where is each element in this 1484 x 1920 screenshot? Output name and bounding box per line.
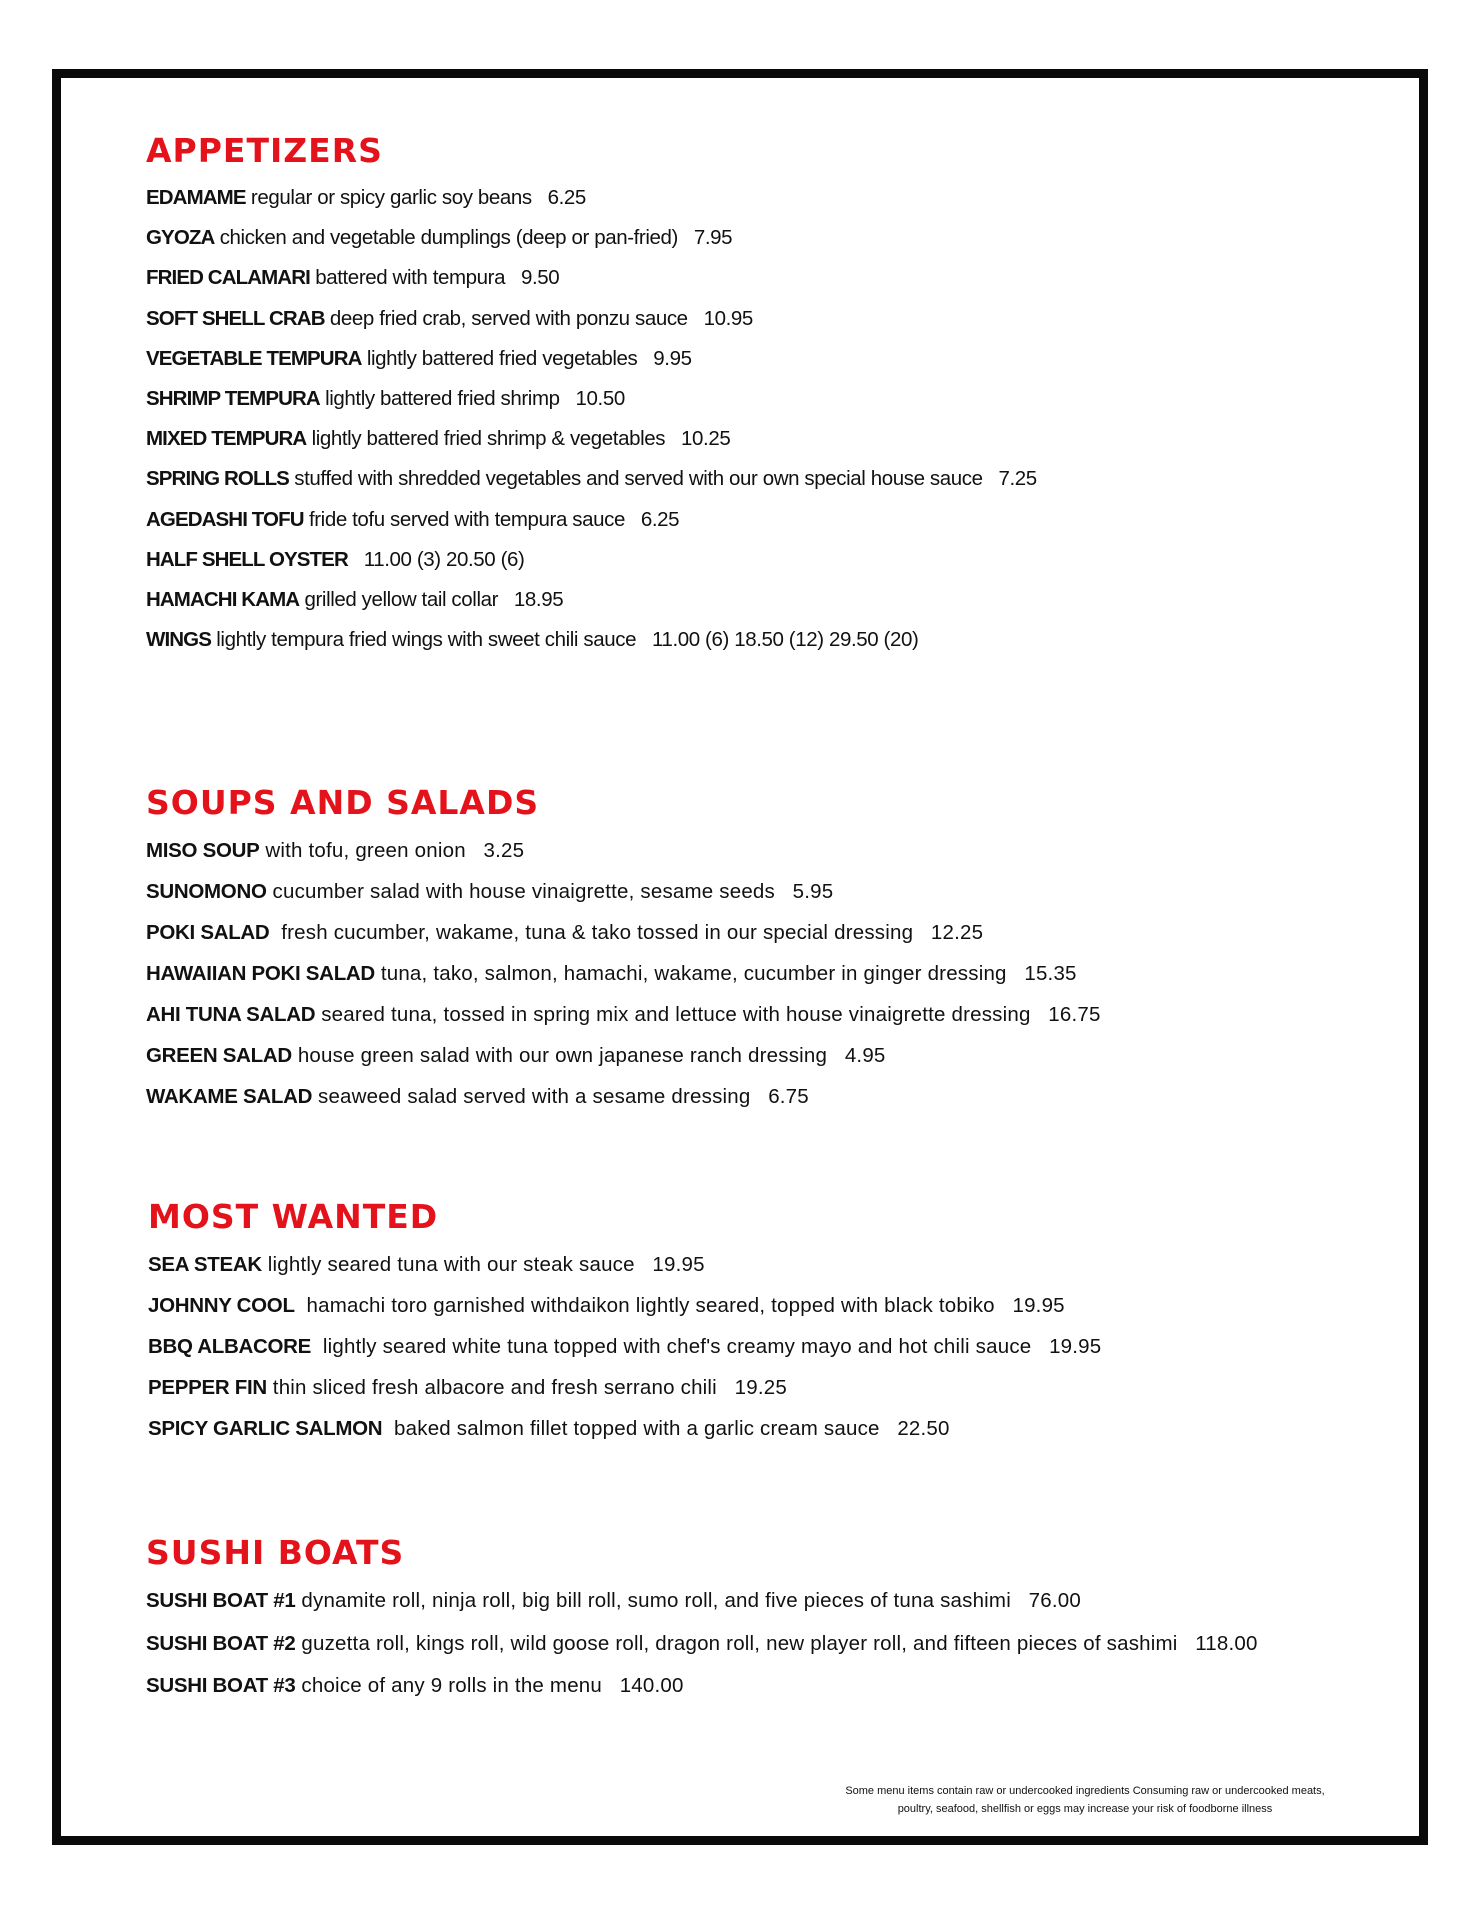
menu-item-name: SPICY GARLIC SALMON [148, 1417, 383, 1440]
menu-item [146, 540, 1406, 580]
menu-item-description: deep fried crab, served with ponzu sauce [329, 306, 688, 330]
menu-item [146, 299, 1406, 339]
menu-item-name: GYOZA [146, 226, 215, 250]
menu-item-name: MIXED TEMPURA [146, 427, 307, 451]
menu-item-description: battered with tempura [315, 266, 506, 290]
menu-item-name: SUNOMONO [146, 880, 267, 903]
menu-item-description: lightly battered fried shrimp [325, 386, 560, 410]
menu-item-name: SOFT SHELL CRAB [146, 306, 325, 330]
menu-item-price: 22.50 [897, 1417, 950, 1440]
menu-item-name: SEA STEAK [148, 1253, 262, 1276]
menu-item-description: lightly tempura fried wings with sweet chili sauce [216, 628, 637, 652]
section-sushi-boats [146, 1530, 1406, 1708]
menu-item-description: choice of any 9 rolls in the menu [301, 1674, 603, 1697]
disclaimer-line: poultry, seafood, shellfish or eggs may increase your risk of foodborne illness [897, 1803, 1273, 1815]
section-title: MOST WANTED [148, 1197, 439, 1236]
menu-item-name: PEPPER FIN [148, 1376, 267, 1399]
menu-item-price: 5.95 [792, 880, 834, 903]
menu-item-price: 6.25 [640, 507, 680, 531]
menu-item [146, 459, 1406, 499]
menu-item [146, 953, 1406, 994]
menu-item-description: tuna, tako, salmon, hamachi, wakame, cucumber in ginger dressing [380, 962, 1007, 985]
menu-item-name: SPRING ROLLS [146, 467, 289, 491]
menu-item [146, 580, 1406, 620]
menu-item [146, 994, 1406, 1035]
menu-item [146, 871, 1406, 912]
menu-item-price: 12.25 [930, 921, 984, 944]
menu-item-price: 18.95 [513, 587, 564, 611]
menu-item-description: fresh cucumber, wakame, tuna & tako tossed in our special dressing [275, 921, 914, 944]
menu-item-name: JOHNNY COOL [148, 1294, 295, 1317]
menu-item [146, 1665, 1406, 1708]
menu-item-description: grilled yellow tail collar [304, 587, 499, 611]
menu-item [146, 1623, 1406, 1666]
menu-item-description: hamachi toro garnished withdaikon lightly seared, topped with black tobiko [300, 1294, 995, 1317]
menu-item [146, 258, 1406, 298]
menu-item [146, 1076, 1406, 1117]
menu-item [146, 379, 1406, 419]
menu-item-list [146, 178, 1406, 660]
menu-item-name: BBQ ALBACORE [148, 1335, 312, 1358]
menu-item-name: AHI TUNA SALAD [146, 1003, 316, 1026]
menu-item-description: fride tofu served with tempura sauce [308, 507, 625, 531]
menu-item [146, 912, 1406, 953]
menu-item-description: seaweed salad served with a sesame dressing [318, 1085, 751, 1108]
menu-item-description: guzetta roll, kings roll, wild goose roll, dragon roll, new player roll, and fifteen pieces of sashimi [301, 1631, 1178, 1655]
menu-item-price: 10.95 [703, 306, 753, 330]
menu-item [146, 419, 1406, 459]
section-soups-and-salads [146, 780, 1406, 1117]
menu-item-price: 10.25 [681, 427, 731, 451]
menu-item-name: MISO SOUP [146, 839, 260, 862]
menu-item-name: POKI SALAD [146, 921, 270, 944]
allergy-disclaimer [760, 1782, 1410, 1818]
menu-item-price: 76.00 [1028, 1589, 1081, 1612]
menu-item-list [146, 1580, 1406, 1708]
menu-item-name: WAKAME SALAD [146, 1085, 313, 1108]
menu-item-name: EDAMAME [146, 186, 246, 209]
menu-item-description: baked salmon fillet topped with a garlic cream sauce [388, 1417, 880, 1440]
section-title: APPETIZERS [146, 131, 383, 170]
menu-item-name: VEGETABLE TEMPURA [146, 346, 362, 370]
menu-item-price: 140.00 [619, 1674, 684, 1697]
menu-item-price: 19.95 [652, 1253, 705, 1276]
menu-item-price: 16.75 [1048, 1003, 1101, 1026]
menu-item-name: AGEDASHI TOFU [146, 507, 304, 531]
menu-item-price: 19.25 [734, 1376, 787, 1399]
menu-item [148, 1408, 1408, 1449]
menu-item [148, 1326, 1408, 1367]
menu-item [146, 178, 1406, 218]
menu-item-name: HALF SHELL OYSTER [146, 547, 348, 571]
menu-item [148, 1244, 1408, 1285]
menu-item-price: 11.00 (6) 18.50 (12) 29.50 (20) [651, 628, 919, 652]
section-appetizers [146, 128, 1406, 660]
menu-item-name: SUSHI BOAT #3 [146, 1674, 296, 1697]
menu-item-description: house green salad with our own japanese ranch dressing [297, 1044, 828, 1067]
menu-item [146, 218, 1406, 258]
menu-item-description: lightly battered fried shrimp & vegetables [311, 427, 666, 451]
menu-item-name: HAWAIIAN POKI SALAD [146, 962, 375, 985]
menu-item [146, 339, 1406, 379]
section-title: SUSHI BOATS [146, 1533, 405, 1572]
menu-item-price: 19.95 [1012, 1294, 1065, 1317]
menu-item-price: 9.95 [653, 346, 692, 370]
menu-item-price: 15.35 [1024, 962, 1077, 985]
menu-item-price: 7.25 [998, 467, 1037, 491]
menu-item [146, 500, 1406, 540]
menu-item-description: regular or spicy garlic soy beans [250, 186, 532, 209]
disclaimer-line: Some menu items contain raw or undercooked ingredients Consuming raw or undercooked meats, [845, 1785, 1325, 1797]
menu-item [146, 830, 1406, 871]
menu-item-name: SUSHI BOAT #2 [146, 1631, 296, 1655]
menu-item-description: lightly seared tuna with our steak sauce [267, 1253, 635, 1276]
menu-item [146, 1580, 1406, 1623]
menu-item-price: 7.95 [693, 226, 733, 250]
menu-item-price: 9.50 [520, 266, 560, 290]
menu-item-price: 11.00 (3) 20.50 (6) [363, 547, 525, 571]
menu-item-price: 6.25 [547, 186, 586, 209]
menu-item-name: SUSHI BOAT #1 [146, 1589, 296, 1612]
menu-item-name: HAMACHI KAMA [146, 587, 300, 611]
menu-item-description: with tofu, green onion [265, 839, 466, 862]
menu-item-name: FRIED CALAMARI [146, 266, 310, 290]
menu-item-description: cucumber salad with house vinaigrette, sesame seeds [272, 880, 775, 903]
menu-item-description: chicken and vegetable dumplings (deep or pan-fried) [219, 226, 678, 250]
menu-item-list [146, 830, 1406, 1117]
menu-item-price: 4.95 [844, 1044, 886, 1067]
section-title: SOUPS AND SALADS [146, 783, 540, 822]
menu-item [146, 1035, 1406, 1076]
menu-item-price: 6.75 [768, 1085, 809, 1108]
menu-item-name: GREEN SALAD [146, 1044, 292, 1067]
menu-item-description: stuffed with shredded vegetables and served with our own special house sauce [294, 467, 983, 491]
menu-item-description: dynamite roll, ninja roll, big bill roll, sumo roll, and five pieces of tuna sashimi [301, 1589, 1011, 1612]
menu-item-name: WINGS [146, 628, 211, 652]
menu-item-name: SHRIMP TEMPURA [146, 386, 320, 410]
menu-item-price: 118.00 [1195, 1631, 1258, 1655]
menu-item-description: seared tuna, tossed in spring mix and lettuce with house vinaigrette dressing [321, 1003, 1031, 1026]
menu-item-description: lightly battered fried vegetables [366, 346, 638, 370]
menu-item [146, 620, 1406, 660]
menu-item-price: 10.50 [575, 386, 625, 410]
menu-item [148, 1367, 1408, 1408]
menu-item-price: 3.25 [483, 839, 525, 862]
menu-item-price: 19.95 [1049, 1335, 1102, 1358]
menu-item [148, 1285, 1408, 1326]
menu-item-list [148, 1244, 1408, 1449]
section-most-wanted [148, 1194, 1408, 1449]
menu-item-description: thin sliced fresh albacore and fresh serrano chili [272, 1376, 717, 1399]
menu-item-description: lightly seared white tuna topped with chef's creamy mayo and hot chili sauce [316, 1335, 1032, 1358]
